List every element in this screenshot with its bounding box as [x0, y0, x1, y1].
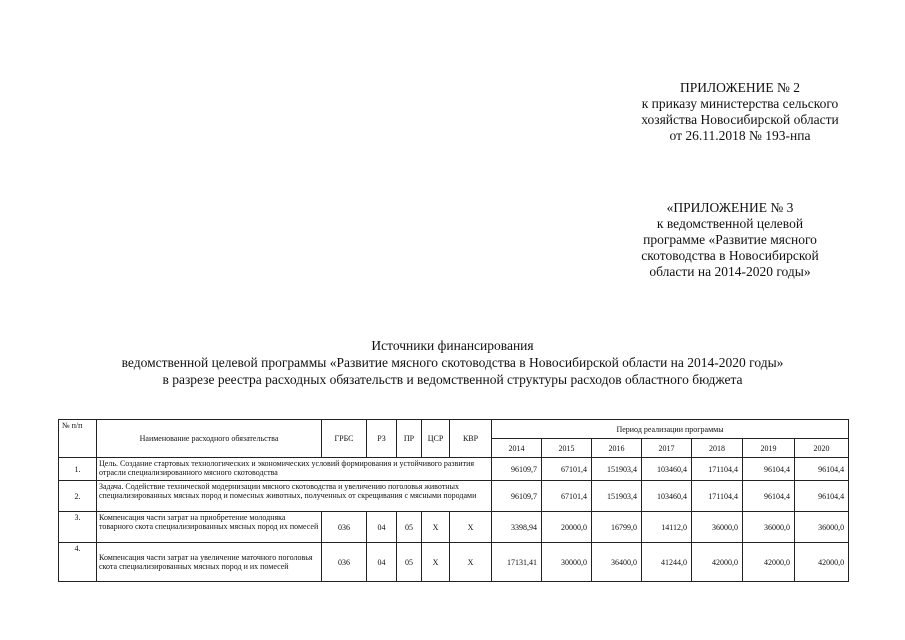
- appendix-3-line2: к ведомственной целевой: [656, 216, 804, 231]
- table-row: [59, 481, 849, 512]
- row-value: 3398,94: [492, 512, 542, 543]
- header-csr: ЦСР: [422, 420, 450, 458]
- title-line3: в разрезе реестра расходных обязательств и ведомственной структуры расходов областного бюджета: [162, 372, 743, 387]
- row-value: 96109,7: [492, 458, 542, 481]
- row-value: 67101,4: [542, 458, 592, 481]
- row-value: 103460,4: [642, 481, 692, 512]
- header-year: 2016: [592, 439, 642, 458]
- row-num: 2.: [59, 481, 97, 512]
- header-kvr: КВР: [450, 420, 492, 458]
- row-value: 42000,0: [795, 543, 849, 582]
- row-value: 36000,0: [795, 512, 849, 543]
- row-value: 16799,0: [592, 512, 642, 543]
- row-value: 30000,0: [542, 543, 592, 582]
- header-rz: РЗ: [367, 420, 397, 458]
- header-year: 2020: [795, 439, 849, 458]
- row-value: 96104,4: [795, 458, 849, 481]
- header-grbs: ГРБС: [322, 420, 367, 458]
- row-rz: 04: [367, 512, 397, 543]
- appendix-3-line4: скотоводства в Новосибирской: [641, 248, 819, 263]
- header-year: 2018: [692, 439, 743, 458]
- row-value: 17131,41: [492, 543, 542, 582]
- header-year: 2014: [492, 439, 542, 458]
- row-kvr: Х: [450, 543, 492, 582]
- header-pr: ПР: [397, 420, 422, 458]
- row-value: 42000,0: [743, 543, 795, 582]
- table-row: [59, 458, 849, 481]
- appendix-2-line3: хозяйства Новосибирской области: [641, 112, 839, 127]
- header-year: 2015: [542, 439, 592, 458]
- row-grbs: 036: [322, 512, 367, 543]
- row-value: 103460,4: [642, 458, 692, 481]
- appendix-3-line5: области на 2014-2020 годы»: [649, 264, 811, 279]
- row-num: 4.: [59, 543, 97, 582]
- header-year: 2017: [642, 439, 692, 458]
- appendix-2-line1: ПРИЛОЖЕНИЕ № 2: [679, 80, 801, 95]
- row-value: 20000,0: [542, 512, 592, 543]
- row-num: 3.: [59, 512, 97, 543]
- row-value: 36000,0: [692, 512, 743, 543]
- row-value: 151903,4: [592, 481, 642, 512]
- row-pr: 05: [397, 543, 422, 582]
- row-value: 36400,0: [592, 543, 642, 582]
- row-value: 67101,4: [542, 481, 592, 512]
- header-num: № п/п: [59, 420, 97, 458]
- row-name: Компенсация части затрат на увеличение маточного поголовья скота специализированных мясных пород и их помесей: [97, 543, 322, 582]
- table-header-row: [59, 420, 849, 439]
- row-rz: 04: [367, 543, 397, 582]
- row-value: 36000,0: [743, 512, 795, 543]
- row-value: 96104,4: [795, 481, 849, 512]
- row-goal-text: Цель. Создание стартовых технологических и экономических условий формирования и устойчивого развития отрасли специализированного мясного скотоводства: [97, 458, 492, 481]
- table-row: [59, 543, 849, 582]
- header-period: Период реализации программы: [492, 420, 849, 439]
- appendix-2-block: [600, 80, 880, 144]
- table-row: [59, 512, 849, 543]
- appendix-2-line2: к приказу министерства сельского: [641, 96, 839, 111]
- row-grbs: 036: [322, 543, 367, 582]
- document-title: [40, 337, 865, 388]
- row-value: 96104,4: [743, 481, 795, 512]
- row-value: 42000,0: [692, 543, 743, 582]
- appendix-3-line3: программе «Развитие мясного: [643, 232, 817, 247]
- title-line1: Источники финансирования: [371, 338, 534, 353]
- row-task-text: Задача. Содействие технической модернизации мясного скотоводства и увеличению поголовья животных специализированных мясных пород и помесных животных, полученных от скрещивания с мясными породами: [97, 481, 492, 512]
- header-year: 2019: [743, 439, 795, 458]
- row-csr: Х: [422, 543, 450, 582]
- row-value: 14112,0: [642, 512, 692, 543]
- row-csr: Х: [422, 512, 450, 543]
- row-num: 1.: [59, 458, 97, 481]
- row-value: 171104,4: [692, 481, 743, 512]
- financing-table: [58, 419, 849, 582]
- row-kvr: Х: [450, 512, 492, 543]
- row-value: 96104,4: [743, 458, 795, 481]
- row-value: 151903,4: [592, 458, 642, 481]
- row-value: 96109,7: [492, 481, 542, 512]
- appendix-2-line4: от 26.11.2018 № 193-нпа: [669, 128, 811, 143]
- row-pr: 05: [397, 512, 422, 543]
- title-line2: ведомственной целевой программы «Развитие мясного скотоводства в Новосибирской области на 2014-2020 годы»: [121, 355, 784, 370]
- appendix-3-block: [610, 200, 850, 280]
- appendix-3-line1: «ПРИЛОЖЕНИЕ № 3: [666, 200, 794, 215]
- header-name: Наименование расходного обязательства: [97, 420, 322, 458]
- row-name: Компенсация части затрат на приобретение молодняка товарного скота специализированных мясных пород их помесей: [97, 512, 322, 543]
- row-value: 41244,0: [642, 543, 692, 582]
- row-value: 171104,4: [692, 458, 743, 481]
